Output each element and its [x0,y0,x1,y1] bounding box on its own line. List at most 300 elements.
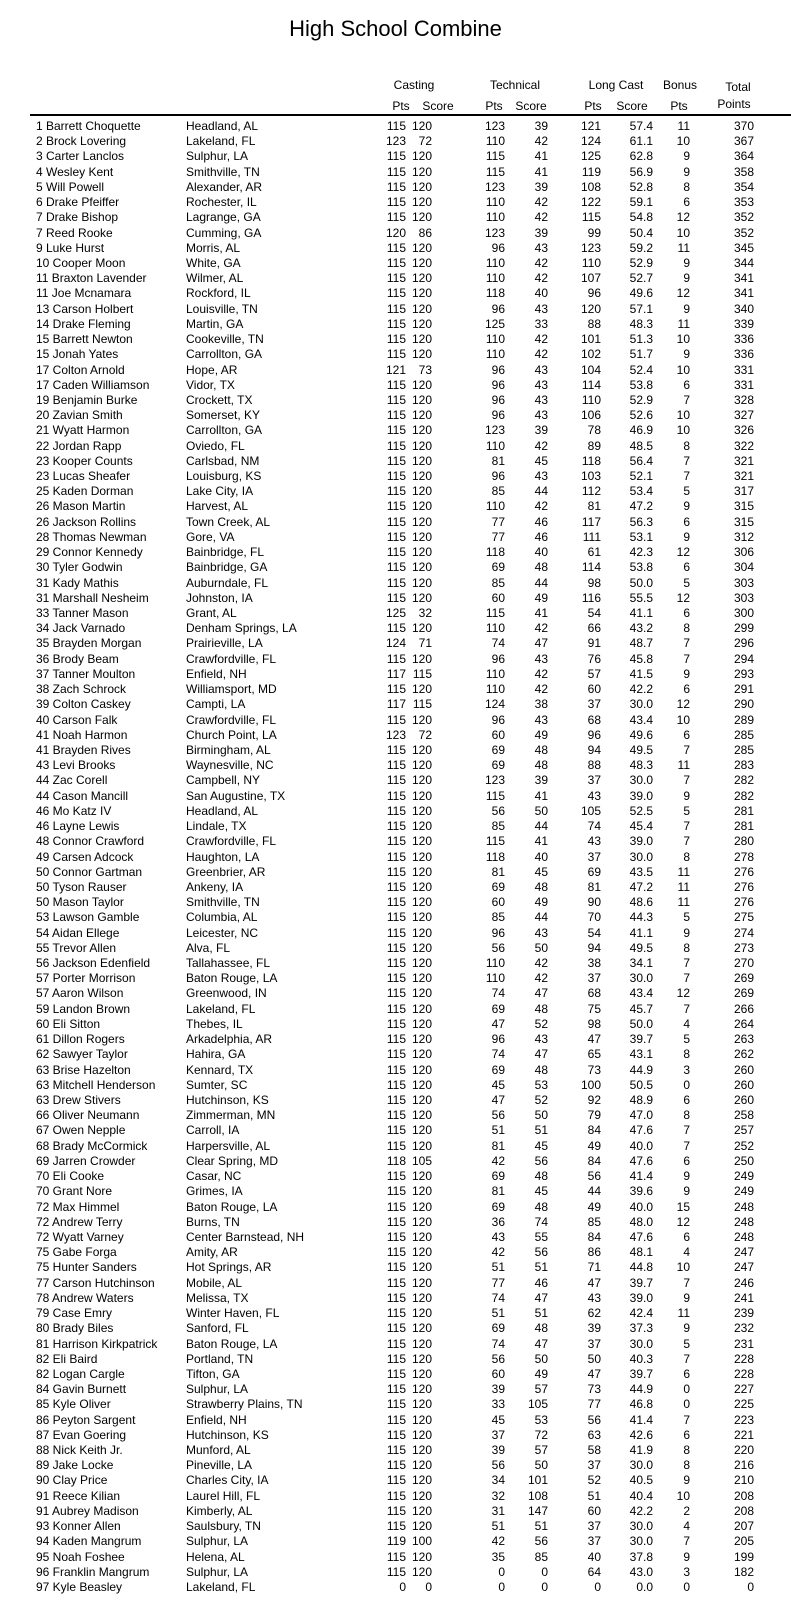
athlete-name: 80 Brady Biles [36,1321,114,1336]
bonus-pts: 6 [683,560,690,575]
total-points: 220 [733,1443,754,1458]
bonus-pts: 7 [683,1123,690,1138]
technical-pts: 118 [485,286,505,301]
hometown: Bainbridge, GA [186,560,268,575]
long-cast-score: 44.3 [629,910,653,925]
technical-score: 48 [534,1001,548,1016]
bonus-pts: 12 [676,986,690,1001]
long-cast-pts: 103 [580,469,601,484]
athlete-name: 60 Eli Sitton [36,1016,101,1031]
technical-pts: 115 [485,606,505,620]
athlete-name: 97 Kyle Beasley [36,1580,123,1594]
technical-pts: 110 [485,255,505,270]
athlete-name: 48 Connor Crawford [36,834,145,849]
technical-score: 56 [534,1534,548,1549]
technical-score: 48 [534,742,548,757]
hometown: Oviedo, FL [186,438,245,453]
casting-pts: 115 [386,560,406,575]
table-row [0,636,791,651]
long-cast-pts: 65 [587,1047,601,1062]
casting-pts: 115 [386,956,406,971]
athlete-name: 85 Kyle Oliver [36,1397,111,1412]
bonus-pts: 8 [683,1047,690,1062]
bonus-pts: 7 [683,1412,690,1427]
long-cast-pts: 60 [587,1503,601,1518]
table-row [0,241,791,256]
hometown: Bainbridge, FL [186,545,265,560]
casting-score: 120 [411,301,432,316]
total-points: 205 [733,1534,754,1549]
bonus-pts: 6 [683,682,690,697]
athlete-name: 14 Drake Fleming [36,316,131,331]
total-points: 252 [733,1138,754,1153]
technical-pts: 110 [485,438,505,453]
total-points: 208 [733,1488,754,1503]
casting-score: 120 [411,529,432,544]
casting-pts: 115 [386,1427,406,1442]
technical-pts: 60 [491,1366,505,1381]
athlete-name: 39 Colton Caskey [36,697,131,712]
casting-pts: 115 [386,255,406,270]
long-cast-pts: 54 [587,606,601,620]
table-row [0,926,791,941]
technical-pts: 124 [484,697,505,712]
hometown: Haughton, LA [186,849,260,864]
technical-score: 44 [534,910,548,925]
casting-score: 120 [411,560,432,575]
hometown: San Augustine, TX [186,788,286,803]
long-cast-pts: 76 [587,651,601,666]
bonus-pts: 7 [683,651,690,666]
technical-pts: 60 [491,727,505,742]
total-points: 364 [733,149,754,164]
long-cast-pts: 122 [580,195,601,210]
technical-score: 42 [534,134,548,149]
athlete-name: 46 Mo Katz IV [36,803,112,818]
long-cast-pts: 96 [587,727,601,742]
table-row [0,317,791,332]
total-points: 257 [733,1123,754,1138]
table-row [0,1321,791,1336]
total-points: 241 [733,1290,754,1305]
casting-score: 72 [418,727,432,742]
athlete-name: 63 Drew Stivers [36,1093,121,1107]
hometown: Alexander, AR [186,179,263,194]
casting-score: 120 [411,1169,432,1184]
total-points: 344 [733,255,754,270]
hometown: Alva, FL [186,940,231,955]
technical-pts: 125 [484,316,505,331]
hometown: Carrollton, GA [186,423,263,438]
hometown: Thebes, IL [186,1016,243,1031]
long-cast-pts: 81 [587,499,601,514]
casting-pts: 120 [385,225,406,240]
technical-pts: 39 [491,1443,505,1458]
technical-pts: 35 [491,1549,505,1564]
technical-score: 74 [534,1214,548,1229]
long-cast-pts: 37 [587,773,601,788]
long-cast-score: 40.4 [629,1488,653,1503]
long-cast-score: 30.0 [629,773,653,788]
technical-pts: 96 [491,240,505,255]
casting-score: 120 [411,1199,432,1214]
long-cast-pts: 106 [580,408,601,423]
total-points: 231 [733,1336,754,1351]
long-cast-score: 48.3 [629,758,653,773]
table-row [0,652,791,667]
long-cast-score: 39.0 [629,1290,653,1305]
athlete-name: 37 Tanner Moulton [36,666,136,681]
total-points: 249 [733,1169,754,1184]
total-points: 303 [733,590,754,605]
total-points: 260 [733,1062,754,1077]
hometown: Harvest, AL [186,499,249,514]
hometown: Portland, TN [186,1351,254,1366]
table-row [0,819,791,834]
long-cast-pts: 104 [580,362,601,377]
technical-score: 55 [534,1229,548,1244]
table-row [0,286,791,301]
casting-pts: 123 [385,727,406,742]
casting-pts: 115 [386,1275,406,1290]
table-row [0,469,791,484]
hometown: Zimmerman, MN [186,1108,276,1123]
technical-pts: 123 [484,423,505,438]
technical-score: 51 [534,1123,548,1138]
casting-score: 0 [425,1580,432,1594]
bonus-pts: 10 [676,408,690,423]
long-cast-pts: 119 [581,164,601,179]
total-points: 326 [733,423,754,438]
long-cast-score: 53.8 [629,377,653,392]
total-points: 336 [733,332,754,347]
long-cast-pts: 98 [587,1016,601,1031]
casting-score: 120 [411,864,432,879]
table-row [0,363,791,378]
bonus-pts: 6 [683,1366,690,1381]
total-points: 281 [733,803,754,818]
total-points: 248 [733,1214,754,1229]
long-cast-score: 52.6 [629,408,653,423]
table-row [0,1580,791,1595]
casting-pts: 115 [386,195,406,210]
long-cast-score: 45.4 [629,819,653,834]
bonus-pts: 6 [683,377,690,392]
casting-score: 120 [411,377,432,392]
athlete-name: 53 Lawson Gamble [36,910,140,925]
total-points: 331 [733,362,754,377]
athlete-name: 91 Aubrey Madison [36,1503,139,1518]
table-row [0,1473,791,1488]
total-points: 283 [733,758,754,773]
long-cast-score: 41.5 [629,666,653,681]
bonus-pts: 10 [676,423,690,438]
casting-pts: 115 [386,1458,406,1473]
casting-pts: 115 [386,316,406,331]
athlete-name: 6 Drake Pfeiffer [36,195,120,210]
total-points: 296 [733,636,754,651]
technical-pts: 81 [491,453,505,468]
long-cast-score: 37.8 [629,1549,653,1564]
hometown: Mobile, AL [186,1275,243,1290]
athlete-name: 50 Connor Gartman [36,864,143,879]
bonus-pts: 7 [683,956,690,971]
table-row [0,986,791,1001]
table-row [0,454,791,469]
technical-score: 41 [534,834,548,849]
casting-pts: 115 [386,864,406,879]
technical-score: 42 [534,621,548,636]
table-row [0,1215,791,1230]
total-points: 264 [733,1016,754,1031]
casting-pts: 115 [386,971,406,986]
bonus-pts: 6 [683,1153,690,1168]
technical-score: 39 [534,119,548,133]
technical-pts: 37 [491,1427,505,1442]
casting-score: 32 [418,606,432,620]
athlete-name: 5 Will Powell [36,179,105,194]
bonus-pts: 8 [683,1443,690,1458]
long-cast-pts: 47 [587,1032,601,1047]
athlete-name: 61 Dillon Rogers [36,1032,125,1047]
total-points: 336 [733,347,754,362]
athlete-name: 49 Carsen Adcock [36,849,134,864]
technical-pts: 0 [498,1564,505,1579]
long-cast-pts: 117 [581,514,601,529]
hometown: Town Creek, AL [186,514,271,529]
table-row [0,1154,791,1169]
table-row [0,484,791,499]
athlete-name: 34 Jack Varnado [36,621,126,636]
casting-score: 73 [418,362,432,377]
table-row [0,834,791,849]
technical-pts: 110 [485,682,505,697]
hometown: Enfield, NH [186,666,247,681]
total-points: 303 [733,575,754,590]
technical-score: 45 [534,1138,548,1153]
technical-score: 56 [534,1153,548,1168]
table-row [0,743,791,758]
athlete-name: 70 Eli Cooke [36,1169,105,1184]
long-cast-pts: 37 [587,971,601,986]
total-points: 345 [733,240,754,255]
casting-score: 115 [412,697,432,712]
long-cast-pts: 61 [587,545,601,560]
table-row [0,347,791,362]
technical-pts: 115 [485,834,505,849]
hometown: Crawfordville, FL [186,834,277,849]
technical-pts: 110 [485,347,505,362]
long-cast-score: 37.3 [629,1321,653,1336]
athlete-name: 7 Drake Bishop [36,210,119,225]
long-cast-score: 42.2 [629,682,653,697]
athlete-name: 90 Clay Price [36,1473,108,1488]
technical-pts: 74 [491,1047,505,1062]
technical-pts: 69 [491,742,505,757]
long-cast-score: 30.0 [629,1458,653,1473]
total-points: 327 [733,408,754,423]
total-points: 331 [733,377,754,392]
technical-score: 42 [534,438,548,453]
bonus-pts: 11 [677,316,690,331]
long-cast-score: 42.3 [629,545,653,560]
technical-score: 40 [534,286,548,301]
long-cast-score: 59.1 [629,195,653,210]
long-cast-pts: 69 [587,864,601,879]
casting-score: 120 [411,682,432,697]
hometown: Hope, AR [186,362,238,377]
technical-score: 0 [541,1564,548,1579]
long-cast-score: 50.0 [629,1016,653,1031]
long-cast-pts: 79 [587,1108,601,1123]
long-cast-pts: 47 [587,1366,601,1381]
long-cast-score: 48.9 [629,1093,653,1107]
casting-pts: 115 [386,1032,406,1047]
total-points: 354 [733,179,754,194]
long-cast-pts: 91 [587,636,601,651]
long-cast-score: 45.8 [629,651,653,666]
table-row [0,393,791,408]
technical-pts: 51 [491,1123,505,1138]
technical-pts: 85 [491,575,505,590]
technical-pts: 96 [491,651,505,666]
long-cast-score: 53.4 [629,484,653,499]
table-row [0,545,791,560]
long-cast-pts: 89 [587,438,601,453]
casting-pts: 115 [386,1169,406,1184]
casting-score: 72 [418,134,432,149]
athlete-name: 96 Franklin Mangrum [36,1564,150,1579]
table-row [0,1245,791,1260]
technical-score: 45 [534,453,548,468]
casting-pts: 115 [386,1245,406,1260]
hometown: Sanford, FL [186,1321,249,1336]
athlete-name: 10 Cooper Moon [36,255,126,270]
total-points: 216 [733,1458,754,1473]
bonus-pts: 7 [683,1138,690,1153]
casting-pts: 115 [386,453,406,468]
casting-pts: 115 [386,408,406,423]
long-cast-pts: 37 [587,849,601,864]
casting-pts: 115 [386,1047,406,1062]
table-row [0,195,791,210]
long-cast-pts: 92 [587,1093,601,1107]
athlete-name: 11 Braxton Lavender [36,271,147,286]
casting-score: 120 [411,423,432,438]
hometown: Arkadelphia, AR [186,1032,273,1047]
table-row [0,1184,791,1199]
technical-pts: 110 [485,956,505,971]
casting-pts: 115 [386,590,406,605]
bonus-pts: 12 [676,590,690,605]
technical-score: 46 [534,1275,548,1290]
header-technical-score: Score [515,99,547,113]
long-cast-score: 43.5 [629,864,653,879]
long-cast-pts: 56 [587,1169,601,1184]
hometown: Baton Rouge, LA [186,1336,278,1351]
hometown: Crawfordville, FL [186,651,277,666]
bonus-pts: 11 [677,240,690,255]
bonus-pts: 10 [676,712,690,727]
long-cast-pts: 84 [587,1153,601,1168]
casting-pts: 115 [386,1260,406,1275]
technical-score: 41 [534,164,548,179]
technical-pts: 110 [485,134,505,149]
total-points: 315 [733,514,754,529]
technical-score: 41 [534,149,548,164]
casting-pts: 115 [386,940,406,955]
bonus-pts: 7 [683,971,690,986]
total-points: 0 [747,1580,754,1594]
casting-pts: 115 [386,392,406,407]
casting-score: 120 [411,1245,432,1260]
bonus-pts: 6 [683,727,690,742]
casting-pts: 115 [386,1062,406,1077]
table-row [0,606,791,621]
casting-score: 71 [418,636,432,651]
total-points: 182 [733,1564,754,1579]
hometown: Morris, AL [186,240,241,255]
header-long-cast: Long Cast [588,78,644,92]
casting-pts: 115 [386,484,406,499]
long-cast-score: 41.1 [629,925,653,940]
athlete-name: 35 Brayden Morgan [36,636,142,651]
casting-score: 120 [411,1321,432,1336]
casting-pts: 115 [386,925,406,940]
technical-score: 43 [534,1032,548,1047]
bonus-pts: 0 [683,1580,690,1594]
technical-pts: 69 [491,560,505,575]
hometown: Lindale, TX [186,819,247,834]
athlete-name: 15 Barrett Newton [36,332,133,347]
technical-pts: 74 [491,1290,505,1305]
casting-score: 120 [411,651,432,666]
total-points: 285 [733,742,754,757]
table-row [0,302,791,317]
athlete-name: 26 Mason Martin [36,499,126,514]
technical-pts: 42 [491,1153,505,1168]
table-row [0,499,791,514]
technical-pts: 42 [491,1245,505,1260]
athlete-name: 19 Benjamin Burke [36,392,138,407]
hometown: Rockford, IL [186,286,251,301]
athlete-name: 43 Levi Brooks [36,758,116,773]
hometown: Cumming, GA [186,225,262,240]
technical-score: 51 [534,1519,548,1534]
bonus-pts: 10 [676,1488,690,1503]
table-row [0,880,791,895]
hometown: Waynesville, NC [186,758,274,773]
technical-pts: 69 [491,758,505,773]
athlete-name: 13 Carson Holbert [36,301,134,316]
long-cast-pts: 58 [587,1443,601,1458]
total-points: 248 [733,1229,754,1244]
casting-pts: 115 [386,910,406,925]
casting-score: 120 [411,819,432,834]
technical-score: 46 [534,529,548,544]
athlete-name: 93 Konner Allen [36,1519,121,1534]
long-cast-score: 39.0 [629,834,653,849]
bonus-pts: 11 [677,758,690,773]
casting-score: 120 [411,453,432,468]
table-row [0,1443,791,1458]
bonus-pts: 7 [683,636,690,651]
table-row [0,713,791,728]
hometown: Winter Haven, FL [186,1306,280,1321]
long-cast-pts: 0 [594,1580,601,1594]
long-cast-score: 52.8 [629,179,653,194]
casting-score: 120 [411,1062,432,1077]
